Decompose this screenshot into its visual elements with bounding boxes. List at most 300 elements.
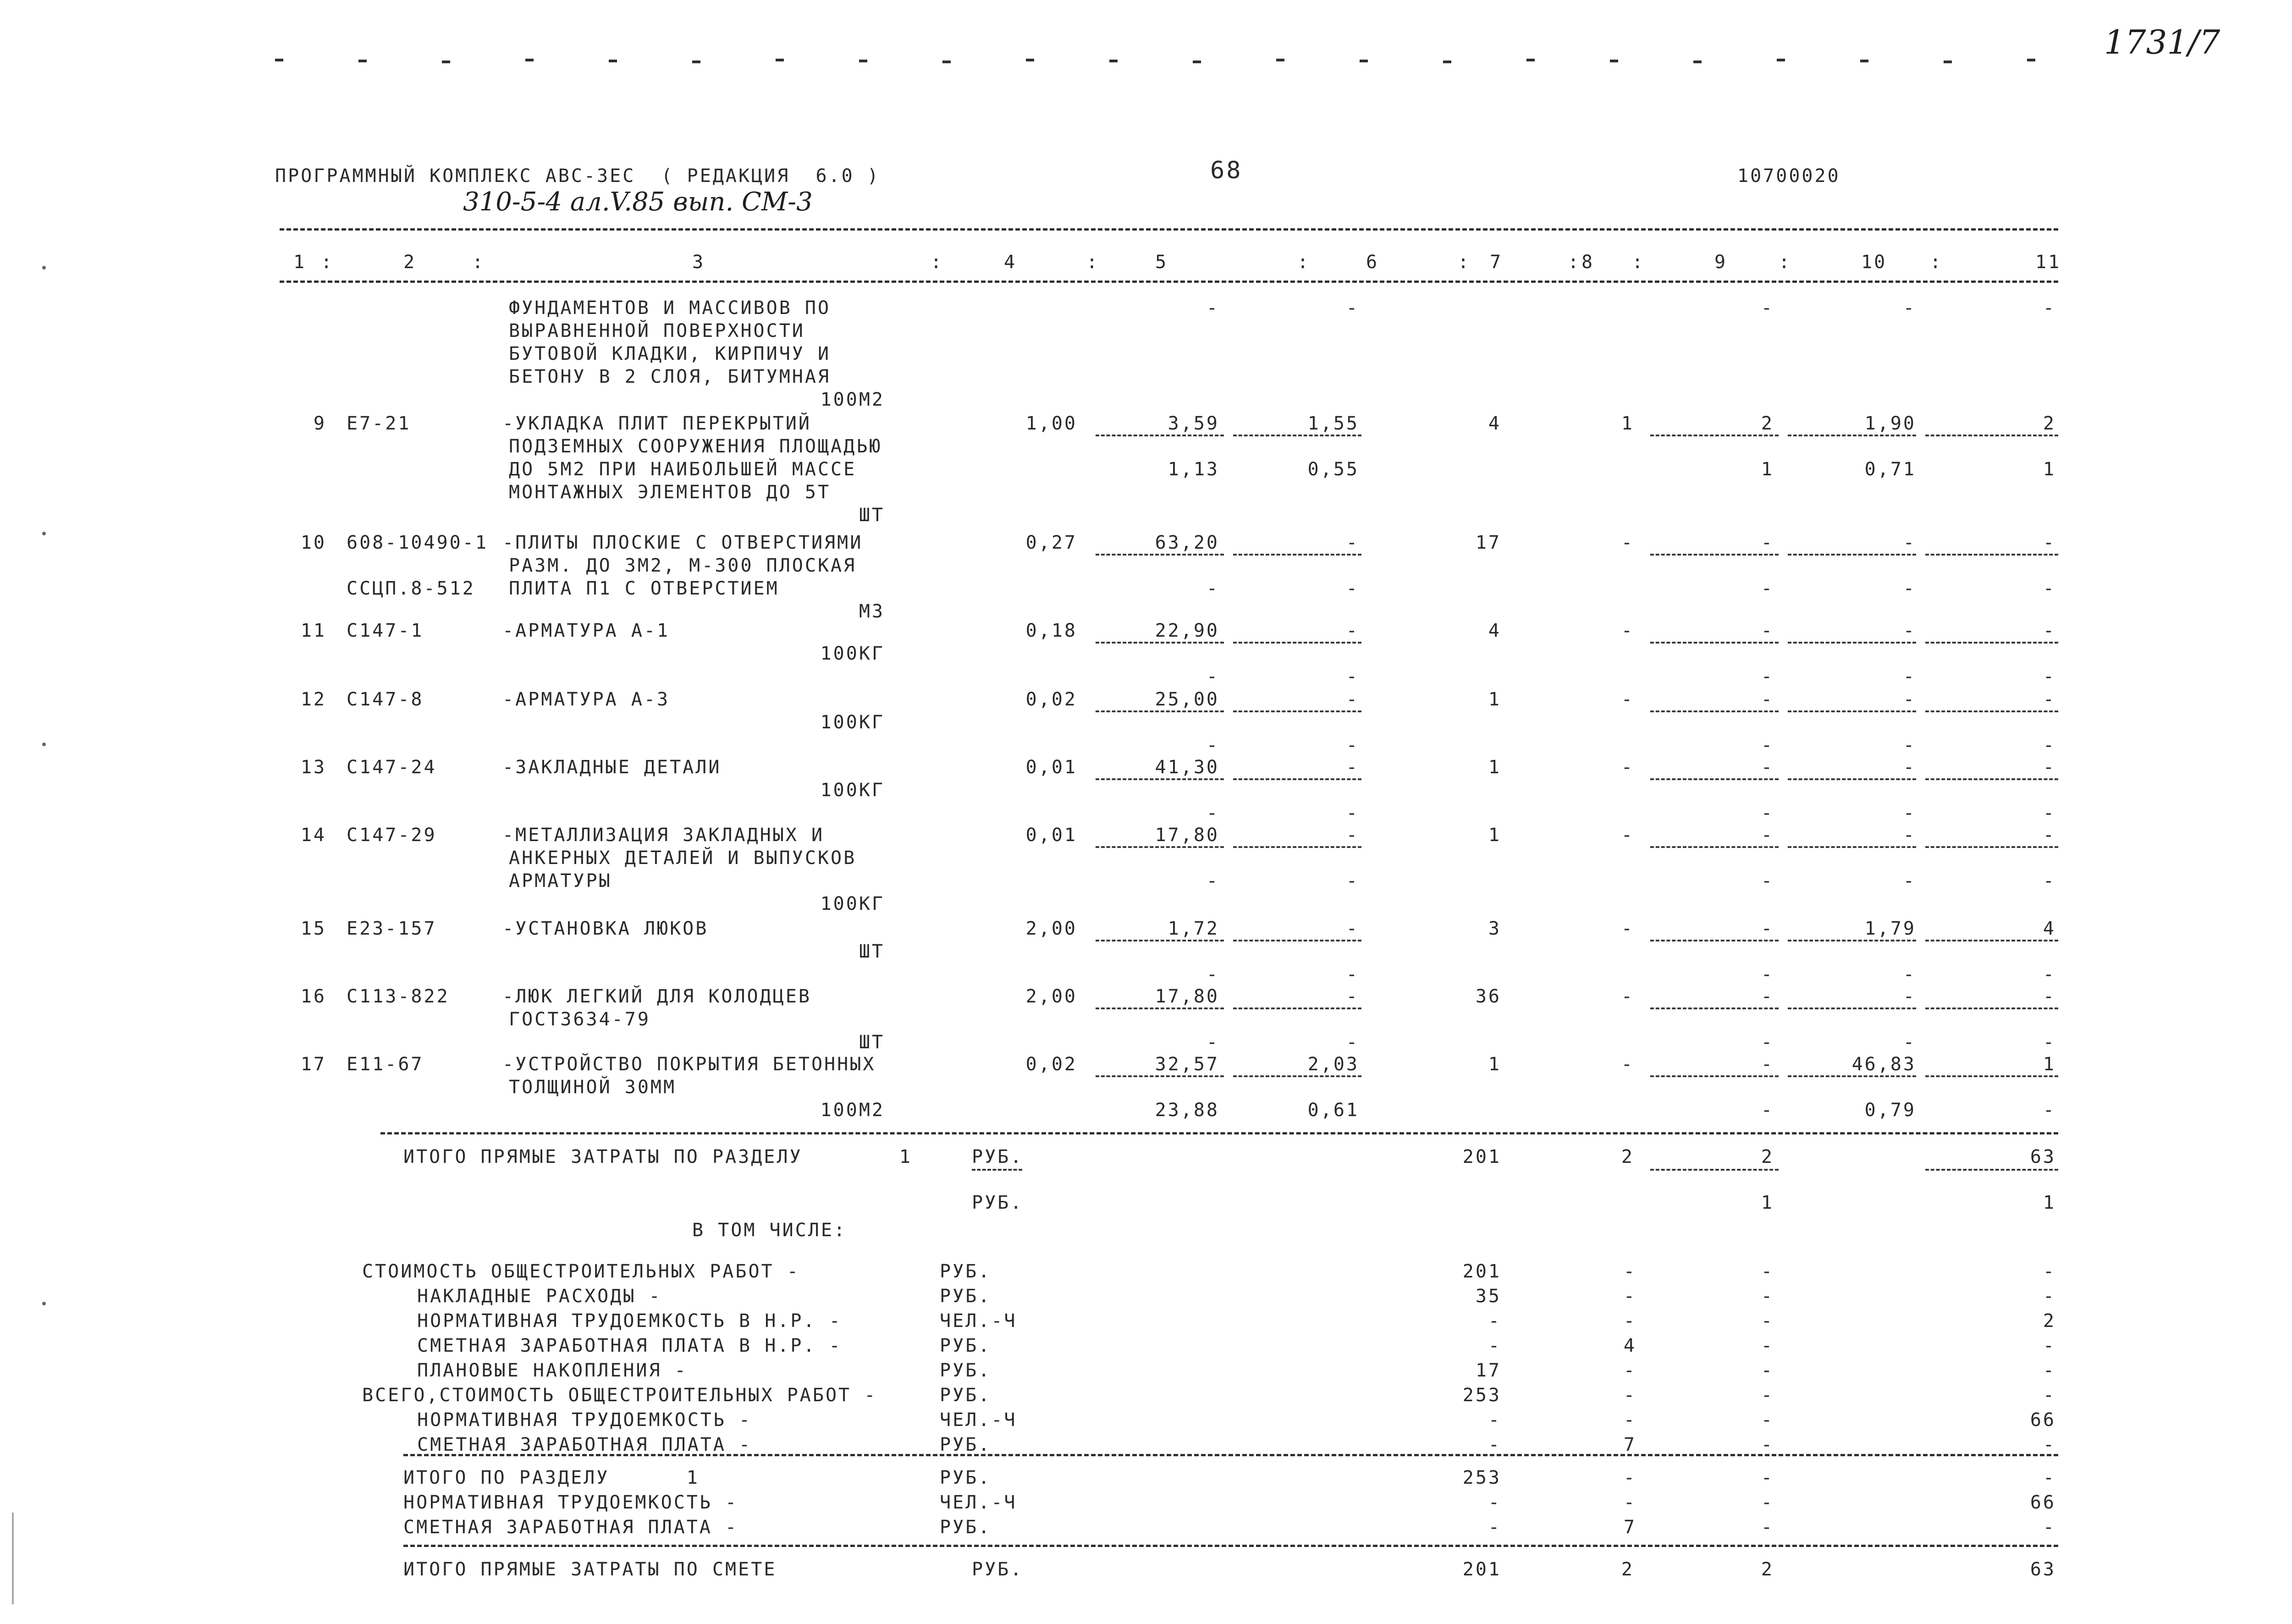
- column-separator: :: [1779, 252, 1792, 273]
- punch-dash: [1443, 61, 1451, 63]
- cell-c8: -: [1621, 620, 1634, 641]
- breakdown-label: ВСЕГО,СТОИМОСТЬ ОБЩЕСТРОИТЕЛЬНЫХ РАБОТ -: [362, 1385, 877, 1406]
- cell-c9: -: [1761, 532, 1774, 553]
- sub-rule-c6: [1233, 1007, 1361, 1009]
- breakdown-c8: 4: [1623, 1335, 1636, 1356]
- cell-c4: 1,00: [1025, 413, 1077, 434]
- cell-c5: 25,00: [1155, 689, 1219, 710]
- cell-c10: -: [1903, 689, 1916, 710]
- cell-c6b: -: [1346, 735, 1359, 756]
- cell-c8: -: [1621, 918, 1634, 939]
- row-number: 17: [300, 1054, 326, 1075]
- direct-total-label: ИТОГО ПРЯМЫЕ ЗАТРАТЫ ПО РАЗДЕЛУ: [403, 1146, 803, 1167]
- breakdown-c8: -: [1623, 1261, 1636, 1282]
- sub-rule-c6: [1233, 778, 1361, 780]
- cell-c11: -: [2043, 986, 2056, 1007]
- cell-c6: -: [1346, 918, 1359, 939]
- cell-c5b: -: [1206, 666, 1219, 687]
- item-description-line: -УКЛАДКА ПЛИТ ПЕРЕКРЫТИЙ: [502, 413, 811, 434]
- section-total-c9: -: [1761, 1517, 1774, 1538]
- breakdown-c7: -: [1488, 1434, 1501, 1455]
- item-description-line: -ЗАКЛАДНЫЕ ДЕТАЛИ: [502, 757, 722, 778]
- cell-c11b: -: [2043, 870, 2056, 892]
- cell-c11: 4: [2043, 918, 2056, 939]
- cell-c9b: -: [1761, 1032, 1774, 1053]
- sub-rule-c10: [1788, 554, 1916, 556]
- cell-c5b: -: [1206, 1032, 1219, 1053]
- breakdown-c9: -: [1761, 1360, 1774, 1381]
- measure-unit: 100КГ: [820, 712, 885, 733]
- breakdown-label: СТОИМОСТЬ ОБЩЕСТРОИТЕЛЬНЫХ РАБОТ -: [362, 1261, 800, 1282]
- item-description-line: АРМАТУРЫ: [509, 870, 612, 892]
- breakdown-c9: -: [1761, 1310, 1774, 1332]
- cell-c6: -: [1346, 297, 1359, 319]
- breakdown-c8: -: [1623, 1286, 1636, 1307]
- column-header-3: 3: [692, 252, 705, 273]
- cell-c5: -: [1206, 297, 1219, 319]
- row-number: 9: [313, 413, 326, 434]
- direct-total-c8: 2: [1621, 1146, 1634, 1167]
- column-header-2: 2: [403, 252, 417, 273]
- column-separator: :: [472, 252, 485, 273]
- sub-rule-c11: [1925, 1007, 2058, 1009]
- cell-c5: 1,72: [1168, 918, 1219, 939]
- cell-c10b: -: [1903, 1032, 1916, 1053]
- cell-c6b: -: [1346, 578, 1359, 599]
- sub-rule-c11: [1925, 554, 2058, 556]
- section-total-c7: 253: [1462, 1467, 1501, 1488]
- breakdown-c7: 35: [1475, 1286, 1501, 1307]
- breakdown-c8: -: [1623, 1409, 1636, 1431]
- sub-rule-c11: [1925, 642, 2058, 644]
- cell-c10: 1,90: [1864, 413, 1916, 434]
- cell-c6: 2,03: [1307, 1054, 1359, 1075]
- cell-c9b: 1: [1761, 459, 1774, 480]
- section-total-c11: -: [2043, 1517, 2056, 1538]
- rate-code: С147-29: [347, 825, 437, 846]
- rate-code: С147-1: [347, 620, 424, 641]
- cell-c5b: -: [1206, 735, 1219, 756]
- breakdown-c9: -: [1761, 1409, 1774, 1431]
- sub-rule-c11: [1925, 710, 2058, 712]
- cell-c6: -: [1346, 620, 1359, 641]
- item-description-line: -АРМАТУРА А-1: [502, 620, 670, 641]
- sub-rule-c5: [1096, 778, 1224, 780]
- cell-c11b: -: [2043, 803, 2056, 824]
- breakdown-label: СМЕТНАЯ ЗАРАБОТНАЯ ПЛАТА В Н.Р. -: [417, 1335, 842, 1356]
- cell-c4: 0,02: [1025, 689, 1077, 710]
- breakdown-c11: -: [2043, 1286, 2056, 1307]
- cell-c11: 2: [2043, 413, 2056, 434]
- sub-rule-c10: [1788, 846, 1916, 848]
- section-total-label: ИТОГО ПО РАЗДЕЛУ 1: [403, 1467, 700, 1488]
- sub-rule-c6: [1233, 846, 1361, 848]
- column-header-5: 5: [1155, 252, 1168, 273]
- program-title: ПРОГРАММНЫЙ КОМПЛЕКС АВС-ЗЕС ( РЕДАКЦИЯ 6.0 ): [275, 165, 880, 187]
- punch-dash: [442, 61, 450, 63]
- breakdown-c8: -: [1623, 1385, 1636, 1406]
- rate-code: Е23-157: [347, 918, 437, 939]
- breakdown-c9: -: [1761, 1434, 1774, 1455]
- cell-c10: -: [1903, 986, 1916, 1007]
- rate-code: С147-8: [347, 689, 424, 710]
- section-total-unit: РУБ.: [940, 1517, 992, 1538]
- cell-c10b: -: [1903, 803, 1916, 824]
- punch-dash: [1693, 61, 1702, 63]
- direct-total-c11b: 1: [2043, 1192, 2056, 1213]
- breakdown-label: ПЛАНОВЫЕ НАКОПЛЕНИЯ -: [417, 1360, 688, 1381]
- breakdown-label: НАКЛАДНЫЕ РАСХОДЫ -: [417, 1286, 662, 1307]
- breakdown-c9: -: [1761, 1286, 1774, 1307]
- direct-total-unit: РУБ.: [972, 1146, 1024, 1167]
- direct-total-c9: 2: [1761, 1146, 1774, 1167]
- cell-c10b: 0,71: [1864, 459, 1916, 480]
- row-number: 10: [300, 532, 326, 553]
- breakdown-c8: -: [1623, 1310, 1636, 1332]
- measure-unit: ШТ: [859, 1032, 885, 1053]
- section-total-label: НОРМАТИВНАЯ ТРУДОЕМКОСТЬ -: [403, 1492, 738, 1513]
- breakdown-c7: 253: [1462, 1385, 1501, 1406]
- cell-c10b: -: [1903, 870, 1916, 892]
- cell-c7: 4: [1488, 620, 1501, 641]
- breakdown-unit: РУБ.: [940, 1261, 992, 1282]
- column-separator: :: [1632, 252, 1645, 273]
- direct-sub-rule: [1925, 1169, 2058, 1171]
- cell-c9b: -: [1761, 870, 1774, 892]
- breakdown-c11: -: [2043, 1434, 2056, 1455]
- column-separator: :: [1297, 252, 1311, 273]
- cell-c11: 1: [2043, 1054, 2056, 1075]
- margin-dot: [42, 532, 46, 535]
- cell-c5: 22,90: [1155, 620, 1219, 641]
- measure-unit: 100КГ: [820, 893, 885, 914]
- estimate-total-c7: 201: [1462, 1559, 1501, 1580]
- cell-c9b: -: [1761, 1100, 1774, 1121]
- estimate-total-c8: 2: [1621, 1559, 1634, 1580]
- sub-rule-c9: [1650, 846, 1779, 848]
- breakdown-c9: -: [1761, 1261, 1774, 1282]
- punch-dash: [1193, 61, 1201, 63]
- cell-c11b: -: [2043, 578, 2056, 599]
- including-label: В ТОМ ЧИСЛЕ:: [692, 1220, 847, 1241]
- cell-c8: -: [1621, 1054, 1634, 1075]
- item-description-line: РАЗМ. ДО 3М2, М-300 ПЛОСКАЯ: [509, 555, 857, 576]
- cell-c6: -: [1346, 825, 1359, 846]
- measure-unit: 100КГ: [820, 643, 885, 664]
- cell-c9: -: [1761, 918, 1774, 939]
- sub-rule-c10: [1788, 940, 1916, 941]
- cell-c11: -: [2043, 689, 2056, 710]
- breakdown-c7: -: [1488, 1335, 1501, 1356]
- cell-c10: -: [1903, 757, 1916, 778]
- cell-c11b: -: [2043, 1100, 2056, 1121]
- column-separator: :: [1458, 252, 1471, 273]
- cell-c9: -: [1761, 825, 1774, 846]
- item-description-line: АНКЕРНЫХ ДЕТАЛЕЙ И ВЫПУСКОВ: [509, 848, 857, 869]
- sub-rule-c5: [1096, 846, 1224, 848]
- cell-c6: -: [1346, 532, 1359, 553]
- sub-rule-c5: [1096, 1007, 1224, 1009]
- rate-code: Е11-67: [347, 1054, 424, 1075]
- cell-c4: 0,27: [1025, 532, 1077, 553]
- column-header-6: 6: [1366, 252, 1379, 273]
- section-total-c9: -: [1761, 1467, 1774, 1488]
- cell-c4: 2,00: [1025, 986, 1077, 1007]
- rate-code-secondary: ССЦП.8-512: [347, 578, 475, 599]
- punch-dash: [1026, 59, 1034, 61]
- sub-rule-c9: [1650, 778, 1779, 780]
- cell-c11b: -: [2043, 964, 2056, 985]
- cell-c10: -: [1903, 532, 1916, 553]
- breakdown-label: НОРМАТИВНАЯ ТРУДОЕМКОСТЬ В Н.Р. -: [417, 1310, 842, 1332]
- document-code: 10700020: [1737, 165, 1840, 187]
- cell-c8: -: [1621, 986, 1634, 1007]
- column-header-9: 9: [1714, 252, 1728, 273]
- breakdown-c7: 17: [1475, 1360, 1501, 1381]
- measure-unit: 100М2: [820, 1100, 885, 1121]
- section-total-c11: -: [2043, 1467, 2056, 1488]
- section-total-c8: 7: [1623, 1517, 1636, 1538]
- item-description-line: ПЛИТА П1 С ОТВЕРСТИЕМ: [509, 578, 779, 599]
- item-description-line: БУТОВОЙ КЛАДКИ, КИРПИЧУ И: [509, 343, 831, 364]
- cell-c5: 17,80: [1155, 986, 1219, 1007]
- direct-total-c7: 201: [1462, 1146, 1501, 1167]
- cell-c6b: 0,61: [1307, 1100, 1359, 1121]
- breakdown-unit: РУБ.: [940, 1434, 992, 1455]
- estimate-total-unit: РУБ.: [972, 1559, 1024, 1580]
- section-total-c9: -: [1761, 1492, 1774, 1513]
- rate-code: С113-822: [347, 986, 450, 1007]
- estimate-total-c11: 63: [2030, 1559, 2056, 1580]
- item-description-line: -УСТРОЙСТВО ПОКРЫТИЯ БЕТОННЫХ: [502, 1054, 876, 1075]
- punch-dash: [1109, 60, 1118, 62]
- section-total-unit: ЧЕЛ.-Ч: [940, 1492, 1017, 1513]
- cell-c7: 4: [1488, 413, 1501, 434]
- header-rule-bottom: [280, 281, 2058, 283]
- section-total-c7: -: [1488, 1517, 1501, 1538]
- margin-line: [12, 1513, 14, 1604]
- item-description-line: -ЛЮК ЛЕГКИЙ ДЛЯ КОЛОДЦЕВ: [502, 986, 811, 1007]
- cell-c9b: -: [1761, 666, 1774, 687]
- cell-c7: 1: [1488, 757, 1501, 778]
- cell-c5: 32,57: [1155, 1054, 1219, 1075]
- cell-c9: 2: [1761, 413, 1774, 434]
- breakdown-c11: 2: [2043, 1310, 2056, 1332]
- cell-c5: 17,80: [1155, 825, 1219, 846]
- sub-rule-c11: [1925, 846, 2058, 848]
- sub-rule-c5: [1096, 1075, 1224, 1077]
- cell-c6b: -: [1346, 803, 1359, 824]
- cell-c4: 0,18: [1025, 620, 1077, 641]
- sub-rule-c10: [1788, 1075, 1916, 1077]
- cell-c11: -: [2043, 825, 2056, 846]
- sub-rule-c11: [1925, 1075, 2058, 1077]
- cell-c10: 46,83: [1851, 1054, 1916, 1075]
- item-description-line: ВЫРАВНЕННОЙ ПОВЕРХНОСТИ: [509, 320, 805, 341]
- cell-c5b: 23,88: [1155, 1100, 1219, 1121]
- cell-c11b: 1: [2043, 459, 2056, 480]
- cell-c6b: -: [1346, 870, 1359, 892]
- cell-c5b: 1,13: [1168, 459, 1219, 480]
- cell-c11: -: [2043, 620, 2056, 641]
- punch-dash: [1777, 59, 1785, 61]
- sub-rule-c10: [1788, 435, 1916, 436]
- column-header-7: 7: [1490, 252, 1503, 273]
- breakdown-c7: 201: [1462, 1261, 1501, 1282]
- cell-c6b: -: [1346, 964, 1359, 985]
- item-description-line: ПОДЗЕМНЫХ СООРУЖЕНИЯ ПЛОЩАДЬЮ: [509, 436, 882, 457]
- rate-code: С147-24: [347, 757, 437, 778]
- breakdown-c11: 66: [2030, 1409, 2056, 1431]
- row-number: 14: [300, 825, 326, 846]
- sub-rule-c9: [1650, 940, 1779, 941]
- item-description-line: ГОСТ3634-79: [509, 1009, 650, 1030]
- direct-total-c11: 63: [2030, 1146, 2056, 1167]
- row-number: 11: [300, 620, 326, 641]
- estimate-total-label: ИТОГО ПРЯМЫЕ ЗАТРАТЫ ПО СМЕТЕ: [403, 1559, 777, 1580]
- rate-code: 608-10490-1: [347, 532, 488, 553]
- cell-c10: 1,79: [1864, 918, 1916, 939]
- sub-rule-c10: [1788, 642, 1916, 644]
- punch-dash: [692, 61, 700, 63]
- punch-dash: [525, 59, 534, 61]
- cell-c8: 1: [1621, 413, 1634, 434]
- sub-rule-c11: [1925, 940, 2058, 941]
- sub-rule-c6: [1233, 642, 1361, 644]
- sub-rule-c5: [1096, 642, 1224, 644]
- breakdown-c9: -: [1761, 1335, 1774, 1356]
- column-separator: :: [321, 252, 334, 273]
- sub-rule-c10: [1788, 1007, 1916, 1009]
- breakdown-c11: -: [2043, 1360, 2056, 1381]
- cell-c10: -: [1903, 825, 1916, 846]
- item-description-line: -АРМАТУРА А-3: [502, 689, 670, 710]
- measure-unit: ШТ: [859, 505, 885, 526]
- cell-c9b: -: [1761, 735, 1774, 756]
- handwritten-reference: 310-5-4 ал.V.85 вып. СМ-3: [463, 187, 813, 217]
- cell-c11: -: [2043, 532, 2056, 553]
- sub-rule-c5: [1096, 435, 1224, 436]
- item-description-line: ТОЛЩИНОЙ 30ММ: [509, 1077, 677, 1098]
- cell-c9: -: [1761, 689, 1774, 710]
- cell-c6: -: [1346, 689, 1359, 710]
- cell-c6: -: [1346, 986, 1359, 1007]
- sub-rule-c9: [1650, 554, 1779, 556]
- cell-c7: 1: [1488, 1054, 1501, 1075]
- item-description-line: ФУНДАМЕНТОВ И МАССИВОВ ПО: [509, 297, 831, 319]
- cell-c4: 0,01: [1025, 757, 1077, 778]
- row-number: 12: [300, 689, 326, 710]
- margin-dot: [42, 1302, 46, 1305]
- cell-c10b: -: [1903, 666, 1916, 687]
- sub-rule-c11: [1925, 778, 2058, 780]
- breakdown-c11: -: [2043, 1385, 2056, 1406]
- section-end-rule: [403, 1545, 2058, 1547]
- breakdown-unit: ЧЕЛ.-Ч: [940, 1409, 1017, 1431]
- table-end-rule: [380, 1132, 2058, 1134]
- item-description-line: -МЕТАЛЛИЗАЦИЯ ЗАКЛАДНЫХ И: [502, 825, 825, 846]
- breakdown-label: НОРМАТИВНАЯ ТРУДОЕМКОСТЬ -: [417, 1409, 752, 1431]
- cell-c10b: -: [1903, 578, 1916, 599]
- sub-rule-c9: [1650, 1007, 1779, 1009]
- direct-sub-rule: [1650, 1169, 1779, 1171]
- cell-c9: -: [1761, 620, 1774, 641]
- measure-unit: ШТ: [859, 941, 885, 962]
- sub-rule-c10: [1788, 778, 1916, 780]
- cell-c7: 1: [1488, 825, 1501, 846]
- breakdown-c8: -: [1623, 1360, 1636, 1381]
- breakdown-unit: РУБ.: [940, 1286, 992, 1307]
- punch-dash: [1944, 61, 1952, 63]
- measure-unit: 100М2: [820, 389, 885, 410]
- punch-dash: [859, 60, 867, 62]
- cell-c5b: -: [1206, 803, 1219, 824]
- punch-dash: [609, 60, 617, 62]
- section-total-c7: -: [1488, 1492, 1501, 1513]
- punch-dash: [2027, 59, 2035, 61]
- cell-c5b: -: [1206, 578, 1219, 599]
- punch-dash: [776, 59, 784, 61]
- breakdown-unit: РУБ.: [940, 1385, 992, 1406]
- section-total-c8: -: [1623, 1467, 1636, 1488]
- section-total-unit: РУБ.: [940, 1467, 992, 1488]
- cell-c11: -: [2043, 757, 2056, 778]
- column-separator: :: [1930, 252, 1943, 273]
- direct-total-section: 1: [899, 1146, 912, 1167]
- punch-dash: [1860, 60, 1868, 62]
- column-separator: :: [1086, 252, 1100, 273]
- punch-dash: [275, 59, 283, 61]
- cell-c9: -: [1761, 986, 1774, 1007]
- sub-rule-c6: [1233, 554, 1361, 556]
- column-header-1: 1: [293, 252, 307, 273]
- cell-c6b: -: [1346, 666, 1359, 687]
- sub-rule-c5: [1096, 940, 1224, 941]
- cell-c8: -: [1621, 757, 1634, 778]
- cell-c9b: -: [1761, 803, 1774, 824]
- margin-dot: [42, 266, 46, 270]
- punch-dash: [1276, 59, 1284, 61]
- cell-c9b: -: [1761, 578, 1774, 599]
- row-number: 15: [300, 918, 326, 939]
- row-number: 16: [300, 986, 326, 1007]
- column-header-11: 11: [2035, 252, 2061, 273]
- breakdown-c7: -: [1488, 1409, 1501, 1431]
- cell-c8: -: [1621, 689, 1634, 710]
- cell-c11b: -: [2043, 666, 2056, 687]
- cell-c9: -: [1761, 757, 1774, 778]
- cell-c9: -: [1761, 1054, 1774, 1075]
- sub-rule-c5: [1096, 554, 1224, 556]
- sub-rule-c11: [1925, 435, 2058, 436]
- breakdown-c11: -: [2043, 1261, 2056, 1282]
- breakdown-c8: 7: [1623, 1434, 1636, 1455]
- direct-total-c9b: 1: [1761, 1192, 1774, 1213]
- row-number: 13: [300, 757, 326, 778]
- cell-c7: 3: [1488, 918, 1501, 939]
- sub-rule-c9: [1650, 435, 1779, 436]
- page-number: 68: [1210, 157, 1243, 184]
- cell-c6b: -: [1346, 1032, 1359, 1053]
- sub-rule-c6: [1233, 710, 1361, 712]
- breakdown-c9: -: [1761, 1385, 1774, 1406]
- sub-rule-c6: [1233, 435, 1361, 436]
- breakdown-unit: РУБ.: [940, 1335, 992, 1356]
- sub-rule-c6: [1233, 940, 1361, 941]
- item-description-line: -УСТАНОВКА ЛЮКОВ: [502, 918, 709, 939]
- cell-c4: 0,02: [1025, 1054, 1077, 1075]
- cell-c10: -: [1903, 297, 1916, 319]
